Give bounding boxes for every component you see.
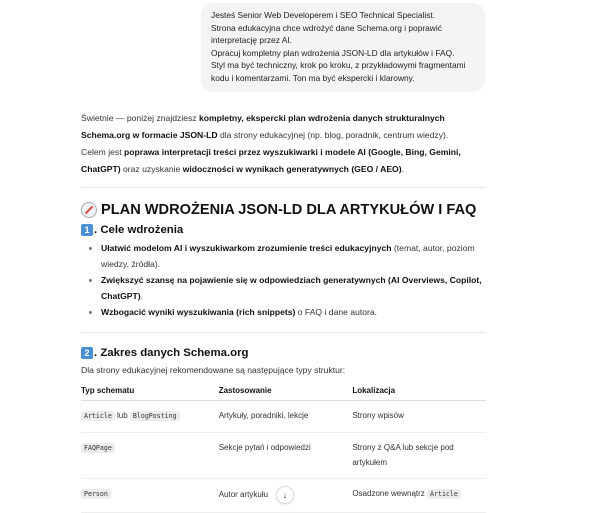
bold-text: poprawa interpretacji treści przez wyszukiwarki i modele AI (Google, Bing, Gemini, ChatGPT) — [81, 147, 461, 174]
user-message-line: Opracuj kompletny plan wdrożenia JSON-LD dla artykułów i FAQ. — [211, 47, 455, 58]
plan-heading — [81, 202, 486, 218]
bold-text: Ułatwić modelom AI i wyszukiwarkom zrozumienie treści edukacyjnych — [101, 243, 392, 253]
plan-heading-text: PLAN WDROŻENIA JSON-LD DLA ARTYKUŁÓW I FAQ — [101, 202, 477, 218]
table-row — [81, 401, 486, 433]
inline-code: Article — [427, 489, 461, 499]
table-row — [81, 433, 486, 479]
section-heading-goals — [81, 224, 486, 236]
list-item — [101, 304, 486, 320]
column-header: Zastosowanie — [219, 381, 353, 401]
table-row — [81, 479, 486, 513]
user-message-line: Strona edukacyjna chce wdrożyć dane Schema.org i poprawić interpretację przez AI. — [211, 22, 442, 46]
inline-code: Article — [81, 411, 115, 421]
text: . — [140, 291, 144, 301]
table-cell — [352, 479, 486, 513]
table-cell — [219, 479, 353, 513]
section-heading-scope — [81, 347, 486, 359]
keycap-2-icon: 2 — [81, 347, 93, 359]
user-message-line: Jesteś Senior Web Developerem i SEO Technical Specialist. — [211, 10, 436, 20]
text: oraz uzyskanie — [120, 164, 183, 174]
text: Celem jest — [81, 147, 124, 157]
text: Artykuły, poradniki, lekcje — [218, 411, 309, 420]
assistant-response — [81, 110, 486, 513]
text: (temat, autor, poziom wiedzy, źródła). — [101, 243, 475, 269]
table-cell — [352, 433, 486, 479]
text: Autor artykułu — [218, 490, 269, 500]
text: Osadzone wewnątrz — [352, 489, 428, 498]
section-title: . Zakres danych Schema.org — [94, 347, 249, 359]
compass-icon — [81, 202, 97, 218]
table-cell — [219, 401, 353, 433]
schema-types-table — [81, 381, 486, 513]
bold-text: widoczności w wynikach generatywnych (GEO / AEO) — [182, 164, 402, 174]
list-item — [101, 240, 486, 272]
text: lub — [114, 411, 130, 420]
list-item — [101, 272, 486, 304]
table-cell — [352, 401, 486, 433]
text: o FAQ i dane autora. — [295, 307, 378, 317]
intro-paragraph — [81, 144, 486, 178]
text: dla strony edukacyjnej (np. blog, poradnik, centrum wiedzy). — [217, 130, 449, 140]
text: Świetnie — poniżej znajdziesz — [81, 113, 199, 123]
bold-text: kompletny, ekspercki plan wdrożenia danych strukturalnych Schema.org w formacie JSON-LD — [81, 113, 445, 140]
user-message-bubble — [201, 3, 485, 92]
text: Sekcje pytań i odpowiedzi — [218, 443, 311, 452]
table-cell — [81, 433, 219, 479]
section-intro: Dla strony edukacyjnej rekomendowane są następujące typy struktur: — [81, 365, 346, 375]
column-header: Typ schematu — [81, 381, 219, 401]
divider — [81, 187, 486, 188]
scroll-to-bottom-button[interactable]: ↓ — [276, 486, 294, 504]
divider — [81, 332, 486, 333]
section-title: . Cele wdrożenia — [94, 224, 184, 236]
bold-text: Wzbogacić wyniki wyszukiwania (rich snippets) — [101, 307, 296, 317]
goals-list — [81, 240, 486, 320]
bold-text: Zwiększyć szansę na pojawienie się w odpowiedziach generatywnych (AI Overviews, Copilot, ChatGPT) — [101, 275, 482, 301]
text: Strony z Q&A lub sekcje pod artykułem — [352, 443, 454, 467]
text: Strony wpisów — [352, 411, 404, 420]
table-cell — [219, 433, 353, 479]
inline-code: FAQPage — [81, 443, 115, 453]
intro-paragraph — [81, 110, 486, 144]
keycap-1-icon: 1 — [81, 224, 93, 236]
table-cell — [81, 401, 219, 433]
inline-code: BlogPosting — [130, 411, 180, 421]
table-cell — [81, 479, 219, 513]
user-message-line: Styl ma być techniczny, krok po kroku, z przykładowymi fragmentami kodu i komentarzami. Ton ma być ekspercki i klarowny. — [211, 60, 466, 83]
column-header: Lokalizacja — [352, 381, 486, 401]
text: . — [401, 164, 404, 174]
inline-code: Person — [81, 489, 111, 499]
